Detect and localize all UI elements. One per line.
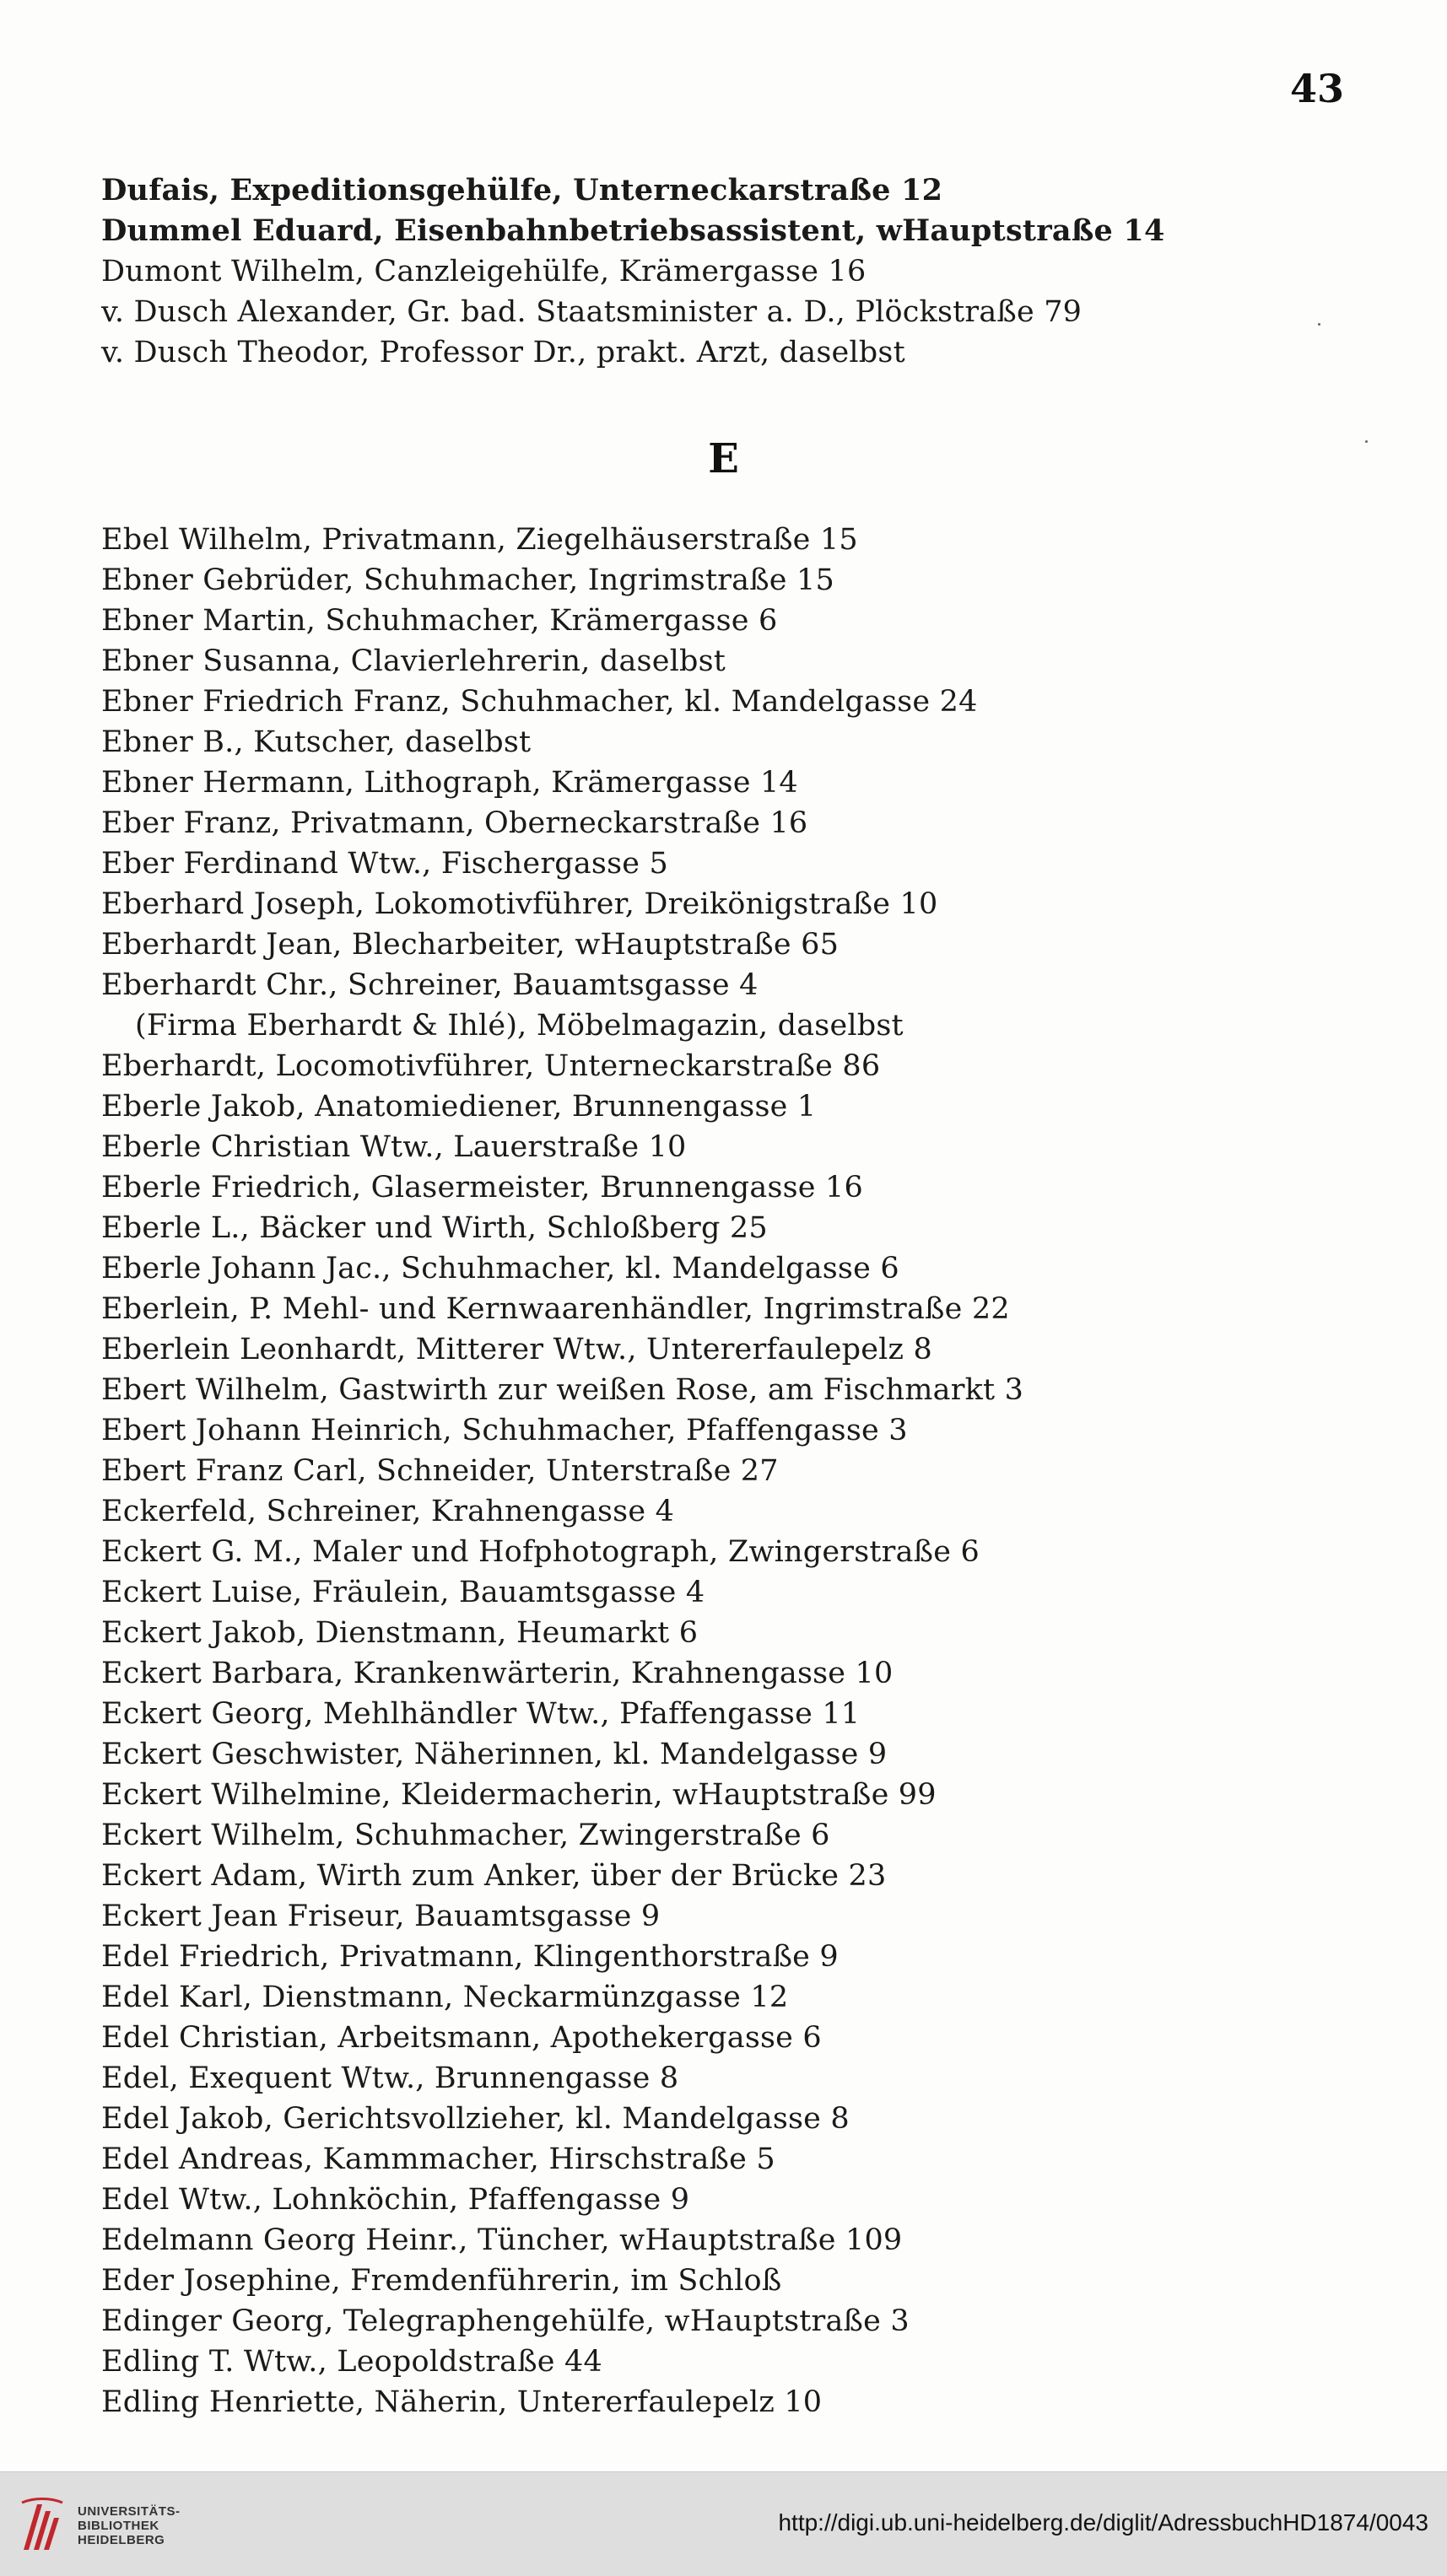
directory-entry: Eber Franz, Privatmann, Oberneckarstraße 16 xyxy=(101,806,808,840)
directory-entry: Eberle Friedrich, Glasermeister, Brunnengasse 16 xyxy=(101,1171,863,1204)
directory-entry: Eckert Jean Friseur, Bauamtsgasse 9 xyxy=(101,1900,661,1933)
directory-entry: Ebner Gebrüder, Schuhmacher, Ingrimstraße 15 xyxy=(101,563,834,597)
directory-entry: Edelmann Georg Heinr., Tüncher, wHauptstraße 109 xyxy=(101,2223,903,2257)
top-entry-list xyxy=(101,170,1350,373)
directory-entry: v. Dusch Alexander, Gr. bad. Staatsminister a. D., Plöckstraße 79 xyxy=(101,295,1083,329)
entry-list xyxy=(101,520,1350,2422)
footer-bar xyxy=(0,2471,1447,2576)
directory-entry: Eckert Wilhelmine, Kleidermacherin, wHauptstraße 99 xyxy=(101,1778,937,1812)
directory-entry: Edel Jakob, Gerichtsvollzieher, kl. Mandelgasse 8 xyxy=(101,2102,850,2136)
directory-entry: Ebner Hermann, Lithograph, Krämergasse 14 xyxy=(101,766,798,800)
directory-entry: Ebner Friedrich Franz, Schuhmacher, kl. Mandelgasse 24 xyxy=(101,685,978,719)
directory-entry: Ebner B., Kutscher, daselbst xyxy=(101,725,532,759)
directory-entry: Dummel Eduard, Eisenbahnbetriebsassistent, wHauptstraße 14 xyxy=(101,213,1165,248)
directory-entry: Eckert Wilhelm, Schuhmacher, Zwingerstraße 6 xyxy=(101,1819,830,1852)
directory-entry: Eber Ferdinand Wtw., Fischergasse 5 xyxy=(101,847,668,881)
directory-entry: Eberlein, P. Mehl- und Kernwaarenhändler, Ingrimstraße 22 xyxy=(101,1292,1010,1326)
directory-entry: Eckert G. M., Maler und Hofphotograph, Zwingerstraße 6 xyxy=(101,1535,980,1569)
directory-entry: Eckert Geschwister, Näherinnen, kl. Mandelgasse 9 xyxy=(101,1738,888,1771)
scan-speck xyxy=(1365,440,1368,443)
directory-entry: v. Dusch Theodor, Professor Dr., prakt. Arzt, daselbst xyxy=(101,336,905,369)
directory-entry: Edel Christian, Arbeitsmann, Apothekergasse 6 xyxy=(101,2021,822,2055)
directory-entry: (Firma Eberhardt & Ihlé), Möbelmagazin, daselbst xyxy=(135,1009,904,1043)
directory-entry: Eder Josephine, Fremdenführerin, im Schloß xyxy=(101,2264,782,2298)
directory-entry: Eberhard Joseph, Lokomotivführer, Dreikönigstraße 10 xyxy=(101,887,938,921)
directory-entry: Ebert Wilhelm, Gastwirth zur weißen Rose, am Fischmarkt 3 xyxy=(101,1373,1024,1407)
directory-entry: Dufais, Expeditionsgehülfe, Unterneckarstraße 12 xyxy=(101,173,943,207)
directory-entry: Eberle Johann Jac., Schuhmacher, kl. Mandelgasse 6 xyxy=(101,1252,899,1285)
directory-entry: Ebel Wilhelm, Privatmann, Ziegelhäuserstraße 15 xyxy=(101,523,858,557)
directory-entry: Eckert Luise, Fräulein, Bauamtsgasse 4 xyxy=(101,1576,705,1609)
directory-entry: Edling T. Wtw., Leopoldstraße 44 xyxy=(101,2345,602,2379)
library-name xyxy=(78,2504,181,2547)
directory-entry: Edel Wtw., Lohnköchin, Pfaffengasse 9 xyxy=(101,2183,690,2217)
directory-entry: Ebert Johann Heinrich, Schuhmacher, Pfaffengasse 3 xyxy=(101,1414,908,1447)
directory-entry: Eberlein Leonhardt, Mitterer Wtw., Untererfaulepelz 8 xyxy=(101,1333,932,1366)
directory-entry: Eberle Christian Wtw., Lauerstraße 10 xyxy=(101,1130,687,1164)
directory-entry: Ebert Franz Carl, Schneider, Unterstraße 27 xyxy=(101,1454,779,1488)
directory-entry: Edel, Exequent Wtw., Brunnengasse 8 xyxy=(101,2061,679,2095)
university-seal-icon xyxy=(19,2496,66,2555)
directory-entry: Edel Andreas, Kammmacher, Hirschstraße 5 xyxy=(101,2142,775,2176)
directory-entry: Edel Friedrich, Privatmann, Klingenthorstraße 9 xyxy=(101,1940,839,1974)
directory-entry: Eckerfeld, Schreiner, Krahnengasse 4 xyxy=(101,1495,675,1528)
directory-entry: Edel Karl, Dienstmann, Neckarmünzgasse 12 xyxy=(101,1981,789,2014)
directory-entry: Eberle L., Bäcker und Wirth, Schloßberg 25 xyxy=(101,1211,768,1245)
library-name-line: HEIDELBERG xyxy=(78,2533,165,2547)
directory-entry: Eberhardt Chr., Schreiner, Bauamtsgasse 4 xyxy=(101,968,759,1002)
library-name-line: UNIVERSITÄTS- xyxy=(78,2504,181,2519)
directory-entry: Dumont Wilhelm, Canzleigehülfe, Krämergasse 16 xyxy=(101,255,867,288)
page-number: 43 xyxy=(1289,66,1344,111)
directory-entry: Edinger Georg, Telegraphengehülfe, wHauptstraße 3 xyxy=(101,2304,910,2338)
directory-entry: Eberhardt, Locomotivführer, Unterneckarstraße 86 xyxy=(101,1049,881,1083)
directory-entry: Eckert Georg, Mehlhändler Wtw., Pfaffengasse 11 xyxy=(101,1697,861,1731)
directory-entry: Eberle Jakob, Anatomiediener, Brunnengasse 1 xyxy=(101,1090,817,1124)
directory-entry: Ebner Martin, Schuhmacher, Krämergasse 6 xyxy=(101,604,778,638)
directory-entry: Edling Henriette, Näherin, Untererfaulepelz 10 xyxy=(101,2385,823,2419)
source-url[interactable]: http://digi.ub.uni-heidelberg.de/diglit/AdressbuchHD1874/0043 xyxy=(778,2509,1428,2536)
section-letter: E xyxy=(708,435,739,482)
directory-entry: Eberhardt Jean, Blecharbeiter, wHauptstraße 65 xyxy=(101,928,840,962)
directory-entry: Eckert Jakob, Dienstmann, Heumarkt 6 xyxy=(101,1616,699,1650)
directory-entry: Eckert Adam, Wirth zum Anker, über der Brücke 23 xyxy=(101,1859,887,1893)
scan-speck xyxy=(1318,323,1320,326)
directory-entry: Ebner Susanna, Clavierlehrerin, daselbst xyxy=(101,644,726,678)
directory-entry: Eckert Barbara, Krankenwärterin, Krahnengasse 10 xyxy=(101,1657,894,1690)
library-name-line: BIBLIOTHEK xyxy=(78,2519,159,2533)
